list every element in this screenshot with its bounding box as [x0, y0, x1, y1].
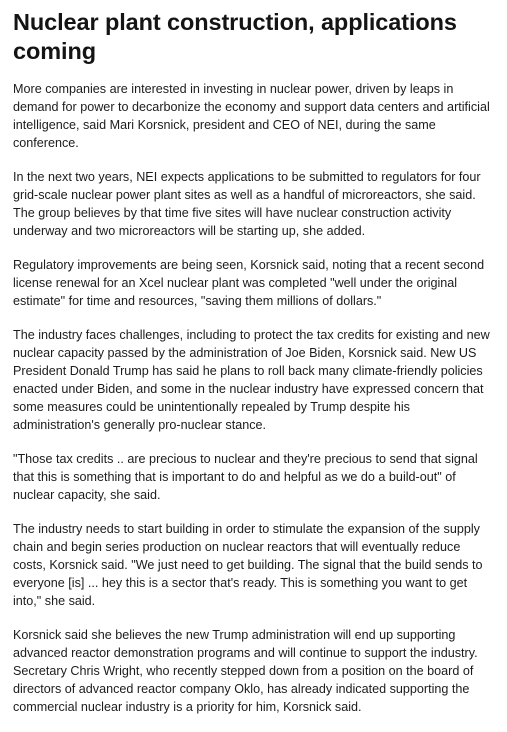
article-paragraph: Korsnick said she believes the new Trump administration will end up supporting advanced reactor demonstration programs and will continue to support the industry. Secretary Chris Wright, who recently stepped down from a position on the board of directors of advanced reactor company Oklo, has already indicated supporting the commercial nuclear industry is a priority for him, Korsnick said. — [13, 628, 478, 714]
article-paragraph: "Those tax credits .. are precious to nuclear and they're precious to send that signal that this is something that is important to do and helpful as we do a build-out" of nuclear capacity, she said. — [13, 452, 478, 502]
article-paragraph: The industry faces challenges, including to protect the tax credits for existing and new nuclear capacity passed by the administration of Joe Biden, Korsnick said. New US President Donald Trump has said he plans to roll back many climate-friendly policies enacted under Biden, and some in the nuclear industry have expressed concern that some measures could be unintentionally repealed by Trump despite his administration's generally pro-nuclear stance. — [13, 328, 490, 432]
article-headline: Nuclear plant construction, applications coming — [13, 9, 457, 64]
article-paragraph: The industry needs to start building in order to stimulate the expansion of the supply chain and begin series production on nuclear reactors that will eventually reduce costs, Korsnick said. "We just need to get building. The signal that the build sends to everyone [is] ... hey this is a sector that's ready. This is something you want to get into," she said. — [13, 522, 483, 608]
article-paragraph: Regulatory improvements are being seen, Korsnick said, noting that a recent second license renewal for an Xcel nuclear plant was completed "well under the original estimate" for time and resources, "saving them millions of dollars." — [13, 258, 485, 308]
article-paragraph: More companies are interested in investing in nuclear power, driven by leaps in demand for power to decarbonize the economy and support data centers and artificial intelligence, said Mari Korsnick, president and CEO of NEI, during the same conference. — [13, 82, 490, 150]
article-paragraph: In the next two years, NEI expects applications to be submitted to regulators for four grid-scale nuclear power plant sites as well as a handful of microreactors, she said. The group believes by that time five sites will have nuclear construction activity underway and two microreactors will be starting up, she added. — [13, 170, 481, 238]
article-body — [13, 8, 495, 732]
